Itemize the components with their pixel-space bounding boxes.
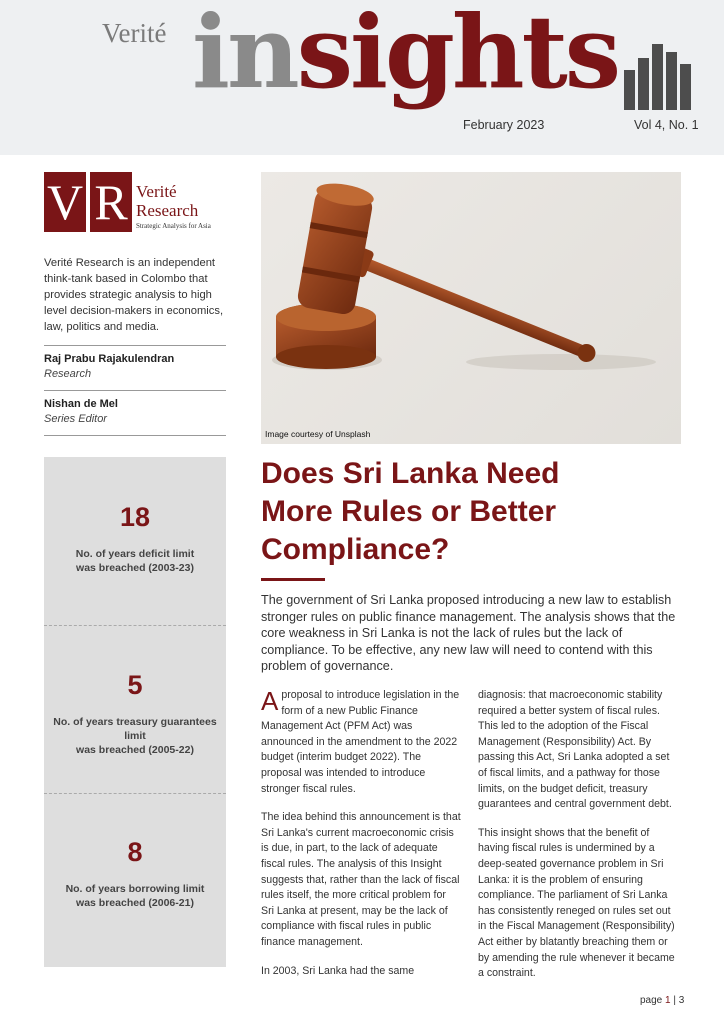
brand-prefix: Verité — [102, 18, 167, 48]
stat-borrowing — [44, 837, 226, 910]
article-column-2 — [478, 688, 681, 995]
paragraph: A proposal to introduce legislation in the form of a new Public Finance Management Act (PFM Act) was announced in the amendment to the 2022 budget (interim budget 2022). The proposal was intended to introduce stronger fiscal rules. — [261, 686, 460, 795]
issue-volume: Vol 4, No. 1 — [634, 118, 699, 132]
article-lede: The government of Sri Lanka proposed introducing a new law to establish stronger rules on public finance management. The analysis shows that the core weakness in Sri Lanka is not the lack of rules but the lack of compliance. To be effective, any new law will need to contend with this problem of governance. — [261, 593, 676, 673]
logo-name-line1: Verité — [136, 182, 177, 201]
brand-title-sights: sights — [296, 0, 619, 111]
editor-role: Series Editor — [44, 413, 107, 425]
logo-letter-v: V — [44, 172, 86, 232]
brand-title — [192, 0, 619, 111]
bar-chart-icon — [624, 40, 694, 110]
article-title: Does Sri Lanka Need More Rules or Better Compliance? — [261, 457, 560, 566]
editor-name: Nishan de Mel — [44, 398, 118, 410]
image-credit: Image courtesy of Unsplash — [265, 429, 371, 439]
author-name: Raj Prabu Rajakulendran — [44, 353, 175, 365]
verite-research-logo — [44, 172, 234, 236]
divider — [44, 345, 226, 346]
author-role: Research — [44, 368, 92, 380]
stat-divider — [44, 625, 226, 626]
article-column-1 — [261, 688, 461, 992]
logo-letter-r: R — [90, 172, 132, 232]
masthead — [0, 0, 724, 155]
stat-value: 8 — [127, 837, 143, 867]
stats-panel — [44, 457, 226, 967]
title-underline — [261, 578, 325, 581]
logo-tagline: Strategic Analysis for Asia — [136, 222, 211, 230]
paragraph: In 2003, Sri Lanka had the same — [261, 964, 415, 977]
stat-deficit — [44, 502, 226, 575]
paragraph: The idea behind this announcement is that Sri Lanka's current macroeconomic crisis is due, in part, to the lack of adequate fiscal rules. The analysis of this Insight suggests that, rather than the lack of fiscal rules itself, the more critical problem for Sri Lanka at present, may be the lack of compliance with fiscal rules in public finance management. — [261, 811, 461, 948]
divider — [44, 390, 226, 391]
divider — [44, 435, 226, 436]
gavel-image — [261, 172, 681, 444]
paragraph: This insight shows that the benefit of having fiscal rules is undermined by a deep-seated governance problem in Sri Lanka: it is the problem of ensuring compliance. The parliament of Sri Lanka has consistently reneged on rules set out in the Fiscal Management (Responsibility) Act either by blatantly breaching them or by amending the rule whenever it became a constraint. — [478, 826, 675, 980]
gavel-icon — [261, 172, 681, 444]
stat-label: No. of years treasury guarantees limit was breached (2005-22) — [53, 716, 217, 756]
stat-value: 18 — [119, 502, 151, 532]
brand-title-in: in — [192, 0, 297, 111]
author-block — [44, 353, 174, 380]
stat-label: No. of years deficit limit was breached (2003-23) — [75, 548, 195, 574]
paragraph: diagnosis: that macroeconomic stability required a better system of fiscal rules. This led to the adoption of the Fiscal Management (Responsibility) Act. By passing this Act, Sri Lanka adopted a set of fiscal limits, and a pathway for those limits, on the budget deficit, treasury guarantees and central government debt. — [478, 689, 672, 811]
drop-cap: A — [261, 686, 279, 716]
stat-label: No. of years borrowing limit was breached (2006-21) — [65, 883, 205, 909]
about-text: Verité Research is an independent think-tank based in Colombo that provides strategic analysis to high level decision-makers in economics, law, politics and media. — [44, 257, 224, 333]
editor-block — [44, 398, 118, 425]
page-number: page 1 | 3 — [640, 995, 685, 1006]
stat-guarantees — [44, 670, 226, 757]
logo-name-line2: Research — [136, 201, 199, 220]
stat-divider — [44, 793, 226, 794]
issue-date: February 2023 — [463, 118, 545, 132]
stat-value: 5 — [127, 670, 143, 700]
